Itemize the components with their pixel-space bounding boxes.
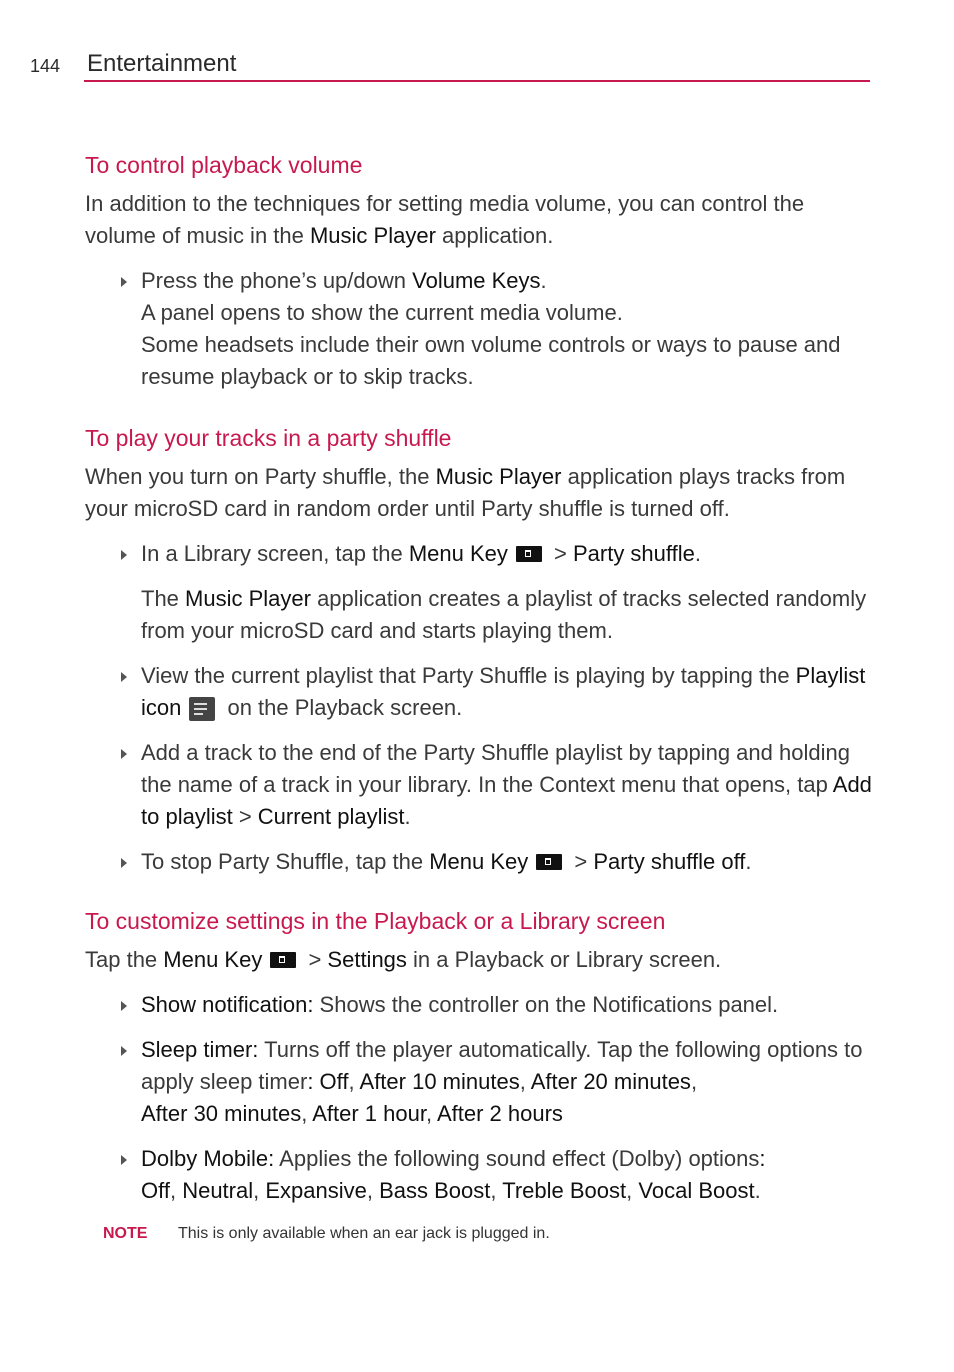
paragraph: In addition to the techniques for setting media volume, you can control the volume of music in the Music Player application. xyxy=(85,191,805,248)
list-item: View the current playlist that Party Shuffle is playing by tapping the Playlist icon on the Playback screen. xyxy=(85,660,875,724)
list-item: To stop Party Shuffle, tap the Menu Key > Party shuffle off. xyxy=(85,846,875,878)
menu-key-icon xyxy=(270,952,296,968)
heading-party-shuffle: To play your tracks in a party shuffle xyxy=(85,425,452,451)
bullet-arrow-icon xyxy=(121,550,127,560)
bullet-arrow-icon xyxy=(121,277,127,287)
list-item: Press the phone’s up/down Volume Keys. A panel opens to show the current media volume. Some headsets include their own volume controls or ways to pause and resume playback or to skip tracks. xyxy=(85,265,875,393)
note xyxy=(103,1225,550,1243)
list-item-detail: The Music Player application creates a playlist of tracks selected randomly from your microSD card and starts playing them. xyxy=(141,586,867,643)
bullet-arrow-icon xyxy=(121,858,127,868)
note-label: NOTE xyxy=(103,1225,148,1242)
list-item: Dolby Mobile: Applies the following sound effect (Dolby) options: Off, Neutral, Expansive, Bass Boost, Treble Boost, Vocal Boost. xyxy=(85,1143,875,1207)
note-text: This is only available when an ear jack is plugged in. xyxy=(178,1225,550,1242)
list-item: Show notification: Shows the controller on the Notifications panel. xyxy=(85,989,875,1021)
section-title: Entertainment xyxy=(87,50,237,77)
page-number: 144 xyxy=(30,56,61,76)
list-item: Sleep timer: Turns off the player automatically. Tap the following options to apply sleep timer: Off, After 10 minutes, After 20 minutes, After 30 minutes, After 1 hour, After 2 hours xyxy=(85,1034,875,1130)
paragraph: When you turn on Party shuffle, the Music Player application plays tracks from your microSD card in random order until Party shuffle is turned off. xyxy=(85,464,846,521)
menu-key-icon xyxy=(516,546,542,562)
header-divider xyxy=(84,80,870,82)
bullet-arrow-icon xyxy=(121,749,127,759)
paragraph: Tap the Menu Key > Settings in a Playback or Library screen. xyxy=(85,947,722,972)
list-item: Add a track to the end of the Party Shuffle playlist by tapping and holding the name of a track in your library. In the Context menu that opens, tap Add to playlist > Current playlist. xyxy=(85,737,875,833)
playlist-icon xyxy=(189,697,215,721)
menu-key-icon xyxy=(536,854,562,870)
heading-customize-settings: To customize settings in the Playback or a Library screen xyxy=(85,908,666,934)
list-item: In a Library screen, tap the Menu Key > Party shuffle. xyxy=(85,538,875,570)
bullet-arrow-icon xyxy=(121,672,127,682)
page-content xyxy=(85,150,875,1207)
bullet-arrow-icon xyxy=(121,1155,127,1165)
heading-playback-volume: To control playback volume xyxy=(85,152,363,178)
bullet-arrow-icon xyxy=(121,1001,127,1011)
bullet-arrow-icon xyxy=(121,1046,127,1056)
